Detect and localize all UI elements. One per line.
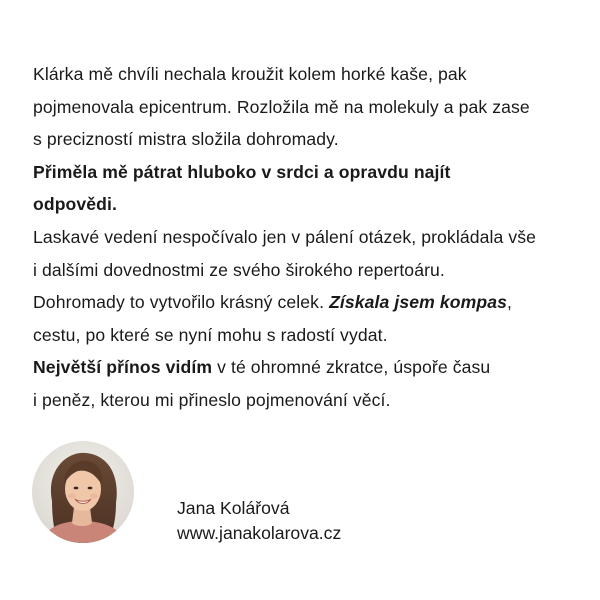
testimonial-highlight-line-2: odpovědi. (33, 194, 117, 215)
author-portrait-photo (32, 441, 134, 543)
author-avatar (32, 441, 134, 543)
testimonial-line-6: Laskavé vedení nespočívalo jen v pálení otázek, prokládala vše (33, 226, 537, 247)
testimonial-line-8-text: Dohromady to vytvořilo krásný celek. (33, 292, 330, 313)
testimonial-line-8-comma: , (507, 292, 512, 313)
testimonial-emphasis-benefit: Největší přínos vidím (33, 357, 213, 378)
author-website[interactable]: www.janakolarova.cz (177, 523, 342, 543)
testimonial-line-8 (33, 286, 578, 319)
testimonial-line-1: Klárka mě chvíli nechala kroužit kolem horké kaše, pak (33, 64, 467, 84)
testimonial-line-10-text: v té ohromné zkratce, úspoře času (212, 357, 491, 378)
testimonial-line-11: i peněz, kterou mi přineslo pojmenování věcí. (33, 389, 391, 410)
testimonial-line-2: pojmenovala epicentrum. Rozložila mě na molekuly a pak zase (33, 96, 530, 117)
testimonial-line-7: i dalšími dovednostmi ze svého širokého repertoáru. (33, 259, 445, 280)
testimonial-line-3: s precizností mistra složila dohromady. (33, 129, 339, 150)
author-name: Jana Kolářová (177, 498, 290, 518)
testimonial-line-10 (33, 351, 578, 384)
testimonial-line-9: cestu, po které se nyní mohu s radostí vydat. (33, 324, 388, 345)
testimonial-text (33, 58, 578, 417)
author-signature (177, 496, 341, 546)
testimonial-emphasis-compass: Získala jsem kompas (329, 292, 507, 313)
testimonial-highlight-line-1: Přiměla mě pátrat hluboko v srdci a opravdu najít (33, 161, 451, 182)
